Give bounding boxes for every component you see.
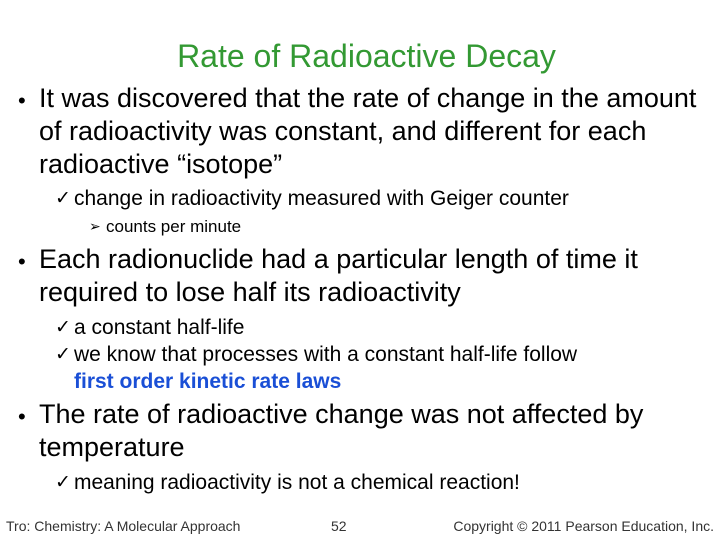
checkmark-icon: ✓ xyxy=(55,188,71,209)
checkmark-icon: ✓ xyxy=(55,344,71,365)
checkmark-icon: ✓ xyxy=(55,317,71,338)
sub-sub-bullet-text: counts per minute xyxy=(106,217,242,236)
footer-copyright: Copyright © 2011 Pearson Education, Inc. xyxy=(453,518,714,534)
checkmark-icon: ✓ xyxy=(55,472,71,493)
bullet-icon: • xyxy=(18,249,26,274)
footer-source: Tro: Chemistry: A Molecular Approach xyxy=(6,518,241,534)
emphasis-text: first order kinetic rate laws xyxy=(74,370,342,393)
sub-bullet-text xyxy=(74,341,714,395)
bullet-text: It was discovered that the rate of change in the amount of radioactivity was constant, and different for each radioactive “isotope” xyxy=(39,83,697,179)
bullet-text: The rate of radioactive change was not affected by temperature xyxy=(39,399,644,462)
sub-bullet-text: meaning radioactivity is not a chemical reaction! xyxy=(74,471,520,494)
bullet-text: Each radionuclide had a particular length of time it required to lose half its radioactivity xyxy=(39,244,638,307)
sub-bullet-text: a constant half-life xyxy=(74,316,245,339)
arrow-icon: ➢ xyxy=(89,218,101,234)
sub-bullet-text: change in radioactivity measured with Geiger counter xyxy=(74,187,569,210)
slide-title: Rate of Radioactive Decay xyxy=(177,38,556,74)
bullet-icon: • xyxy=(18,404,26,429)
bullet-icon: • xyxy=(18,88,26,113)
page-number: 52 xyxy=(331,518,347,534)
sub-bullet-line: we know that processes with a constant half-life follow xyxy=(74,343,578,366)
